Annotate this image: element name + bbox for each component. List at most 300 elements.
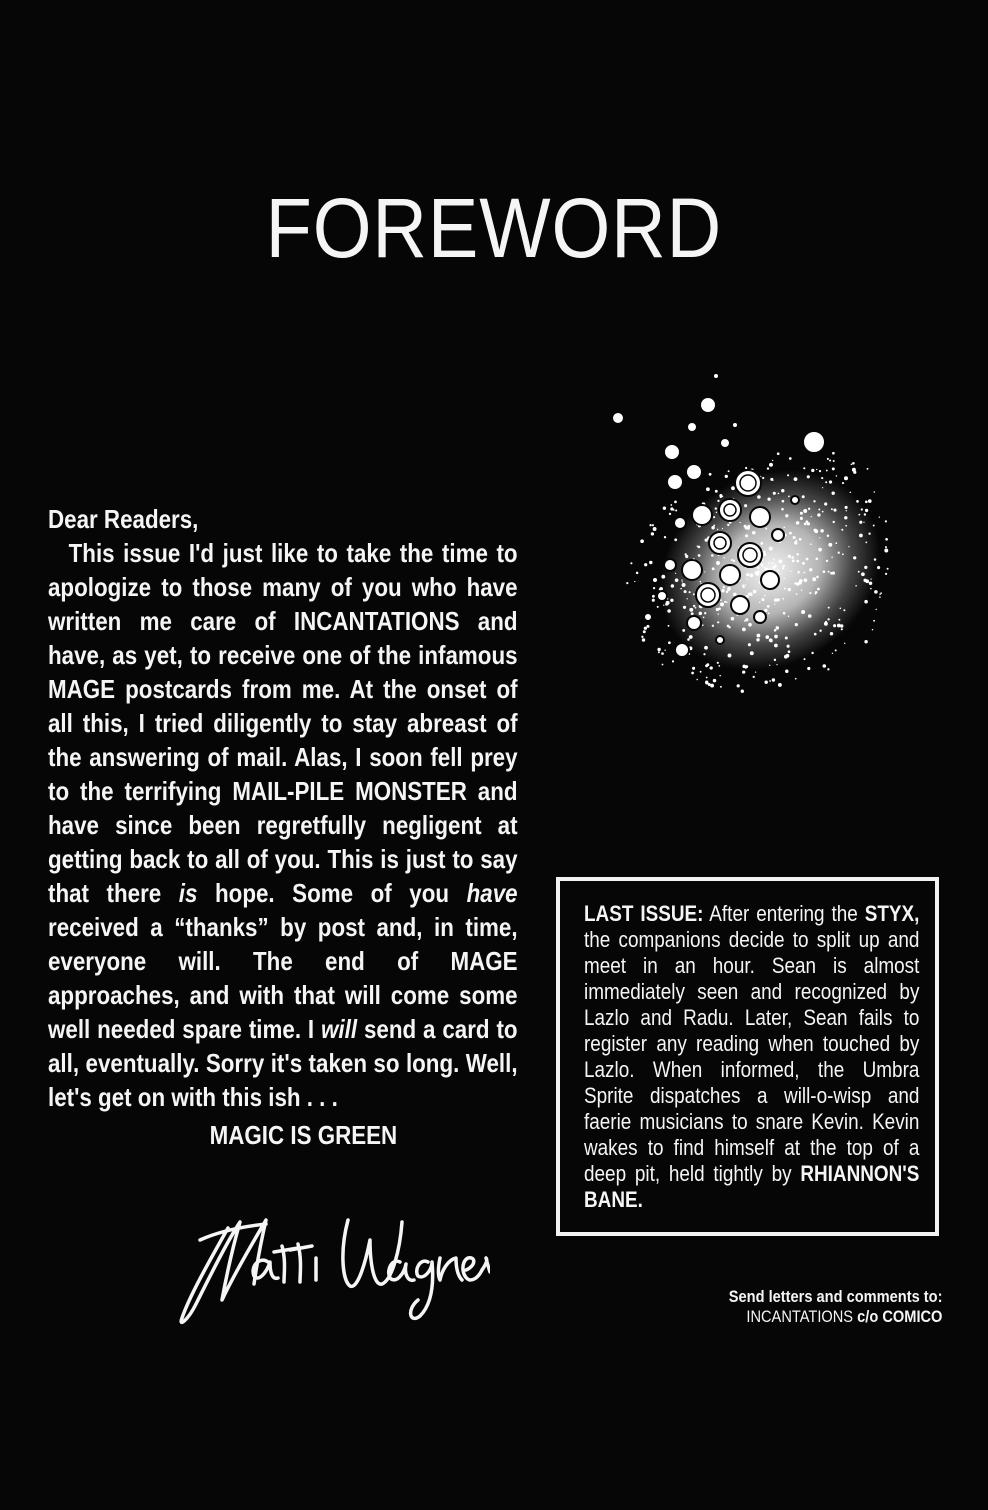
spray-speck [825, 481, 827, 483]
spray-speck [776, 626, 780, 630]
spray-speck [704, 612, 706, 614]
spray-speck [704, 571, 705, 572]
spray-speck [768, 612, 770, 614]
spray-speck [763, 566, 765, 568]
spray-speck [850, 491, 852, 493]
spray-speck [717, 500, 719, 502]
spray-speck [728, 470, 730, 472]
spray-speck [887, 568, 889, 570]
spray-speck [809, 592, 811, 594]
spray-speck [764, 595, 765, 596]
spray-speck [771, 640, 773, 642]
spray-speck [814, 529, 817, 532]
spray-speck [844, 516, 847, 519]
spray-speck [658, 651, 660, 653]
spray-speck [753, 590, 757, 594]
spray-speck [763, 551, 766, 554]
spray-speck [741, 690, 744, 693]
spray-speck [884, 549, 888, 553]
spray-speck [769, 463, 773, 467]
letter-body-text: This issue I'd just like to take the time to apologize to those many of you who have written me care of INCANTATIONS and have, as yet, to receive one of the infamous MAGE postcards from me. At the onset of all this, I tried diligently to stay abreast of the answering of mail. Alas, I soon fell prey to the terrifying MAIL-PILE MONSTER and have since been regretfully negligent at getting back to all of you. This is just to say that there [48, 538, 518, 908]
spray-speck [797, 571, 800, 574]
spray-speck [698, 554, 701, 557]
spray-speck [652, 599, 655, 602]
spray-speck [808, 614, 812, 618]
spray-speck [687, 638, 690, 641]
letter-closing: MAGIC IS GREEN [209, 1120, 398, 1150]
spray-speck [682, 581, 683, 582]
letter-emphasis: is [178, 878, 198, 908]
spray-speck [644, 563, 647, 566]
spray-speck [748, 592, 751, 595]
spray-speck [833, 624, 836, 627]
spray-speck [822, 487, 823, 488]
spray-speck [774, 635, 778, 639]
spray-speck [649, 524, 651, 526]
spray-speck [636, 572, 639, 575]
spray-speck [687, 598, 688, 599]
spray-speck [838, 619, 840, 621]
spray-speck [715, 507, 717, 509]
spray-speck [826, 560, 828, 562]
spray-speck [691, 612, 694, 615]
spray-speck [723, 557, 725, 559]
spray-speck [700, 671, 702, 673]
spray-speck [869, 581, 873, 585]
spray-speck [710, 666, 713, 669]
spray-speck [755, 571, 759, 575]
spray-speck [879, 596, 881, 598]
spray-speck [761, 598, 764, 601]
spray-speck [748, 623, 752, 627]
spray-speck [705, 680, 708, 683]
spray-speck [746, 573, 749, 576]
spray-speck [807, 667, 810, 670]
spray-speck [783, 612, 786, 615]
spray-speck [745, 584, 747, 586]
spray-speck [830, 572, 833, 575]
spray-speck [803, 509, 807, 513]
spray-speck [689, 608, 693, 612]
spray-speck [838, 552, 840, 554]
spray-speck [724, 601, 726, 603]
spray-speck [816, 469, 817, 470]
spray-speck [792, 560, 795, 563]
spray-speck [773, 566, 776, 569]
spray-speck [709, 473, 712, 476]
spray-speck [762, 477, 764, 479]
spray-speck [756, 638, 759, 641]
spray-speck [653, 527, 657, 531]
spray-speck [828, 571, 830, 573]
spray-speck [668, 641, 671, 644]
spray-speck [691, 672, 694, 675]
spray-speck [733, 560, 735, 562]
spray-speck [720, 599, 722, 601]
spray-speck [774, 604, 775, 605]
spray-speck [810, 543, 812, 545]
spray-speck [795, 540, 797, 542]
spray-speck [763, 553, 766, 556]
spray-speck [767, 498, 770, 501]
spray-speck [680, 588, 682, 590]
spray-speck [702, 624, 704, 626]
spray-speck [753, 676, 755, 678]
spray-speck [880, 592, 882, 594]
spray-speck [711, 554, 714, 557]
spray-speck [777, 569, 779, 571]
spray-speck [829, 480, 832, 483]
spray-speck [870, 588, 872, 590]
spray-speck [670, 599, 673, 602]
spray-speck [845, 525, 847, 527]
spray-speck [841, 529, 843, 531]
spray-speck [804, 578, 808, 582]
spray-speck [700, 581, 702, 583]
letter-body-text: received a “thanks” by post and, in time, everyone will. The end of MAGE approaches, and with that will come some well needed spare time. I [48, 912, 518, 1044]
spray-speck [823, 570, 826, 573]
spray-speck [746, 578, 747, 579]
spray-speck [695, 607, 697, 609]
spray-speck [773, 559, 775, 561]
spray-speck [657, 648, 660, 651]
spray-speck [865, 542, 867, 544]
spray-speck [706, 663, 709, 666]
spray-speck [699, 612, 703, 616]
spray-speck [789, 457, 792, 460]
spray-speck [784, 578, 785, 579]
spray-speck [794, 582, 796, 584]
spray-speck [642, 638, 645, 641]
spray-speck [855, 585, 857, 587]
spray-speck [852, 462, 855, 465]
spray-speck [829, 459, 831, 461]
spray-speck [801, 589, 803, 591]
spray-speck [693, 605, 695, 607]
spray-speck [767, 605, 770, 608]
spray-speck [652, 524, 654, 526]
spray-speck [682, 583, 686, 587]
spray-speck [663, 506, 666, 509]
spray-speck [864, 566, 867, 569]
spray-speck [777, 452, 780, 455]
letter-emphasis: will [321, 1014, 358, 1044]
spray-speck [717, 529, 718, 530]
spray-speck [800, 517, 803, 520]
spray-speck [657, 606, 659, 608]
spray-speck [803, 467, 805, 469]
spray-speck [781, 508, 784, 511]
spray-speck [799, 579, 803, 583]
spray-speck [836, 475, 838, 477]
spray-speck [818, 548, 822, 552]
spray-speck [667, 609, 671, 613]
spray-speck [885, 546, 887, 548]
spray-speck [715, 490, 718, 493]
spray-speck [827, 668, 829, 670]
spray-speck [811, 469, 814, 472]
spray-speck [706, 677, 708, 679]
spray-speck [775, 564, 776, 565]
spray-speck [772, 460, 773, 461]
spray-speck [646, 625, 649, 628]
spray-speck [750, 651, 754, 655]
spray-speck [718, 613, 719, 614]
spray-speck [872, 629, 873, 630]
spray-speck [828, 543, 832, 547]
spray-speck [833, 460, 835, 462]
spray-speck [731, 486, 735, 490]
spray-speck [851, 463, 853, 465]
spray-speck [720, 496, 722, 498]
spray-speck [716, 512, 717, 513]
spray-speck [794, 541, 797, 544]
spray-speck [785, 669, 789, 673]
spray-speck [752, 531, 756, 535]
spray-speck [742, 670, 745, 673]
spray-speck [717, 621, 719, 623]
send-letters-line: Send letters and comments to: [728, 1287, 942, 1306]
spray-speck [732, 559, 733, 560]
spray-speck [808, 508, 810, 510]
spray-speck [720, 602, 724, 606]
spray-speck [731, 617, 735, 621]
spray-speck [689, 591, 691, 593]
recap-body: the companions decide to split up and meet in an hour. Sean is almost immediately seen and recognized by Lazlo and Radu. Later, Sean fails to register any reading when touched by Lazlo. When informed, the Umbra Sprite dispatches a will-o-wisp and faerie musicians to snare Kevin. Kevin wakes to find himself at the top of a deep pit, held tightly by [584, 927, 920, 1186]
spray-speck [807, 522, 810, 525]
spray-speck [759, 602, 760, 603]
spray-speck [772, 480, 773, 481]
spray-speck [661, 575, 665, 579]
spray-speck [704, 646, 708, 650]
spray-speck [807, 475, 810, 478]
spray-speck [778, 683, 782, 687]
spray-speck [747, 527, 750, 530]
spray-speck [814, 633, 817, 636]
spray-speck [819, 630, 821, 632]
spray-speck [703, 653, 705, 655]
star-splatter-illustration [600, 365, 890, 695]
spray-speck [804, 523, 807, 526]
spray-speck [795, 623, 798, 626]
page-title: FOREWORD [265, 181, 723, 275]
spray-speck [757, 495, 761, 499]
spray-speck [865, 509, 868, 512]
spray-speck [728, 654, 732, 658]
recap-body: After entering the [703, 901, 865, 926]
spray-speck [826, 470, 828, 472]
spray-speck [842, 553, 844, 555]
spray-speck [779, 560, 783, 564]
spray-speck [790, 571, 791, 572]
spray-speck [693, 593, 695, 595]
spray-speck [827, 618, 829, 620]
spray-speck [740, 522, 741, 523]
spray-speck [774, 644, 778, 648]
spray-speck [630, 562, 632, 564]
spray-speck [876, 609, 877, 610]
spray-speck [817, 588, 820, 591]
recap-text [584, 901, 919, 1213]
spray-speck [832, 653, 833, 654]
letter-greeting: Dear Readers, [48, 504, 199, 534]
spray-speck [828, 607, 830, 609]
spray-speck [742, 665, 745, 668]
spray-speck [824, 502, 827, 505]
spray-speck [865, 579, 869, 583]
spray-speck [819, 537, 820, 538]
spray-speck [785, 514, 788, 517]
spray-speck [745, 618, 748, 621]
spray-speck [769, 665, 770, 666]
spray-speck [726, 601, 727, 602]
spray-speck [782, 500, 785, 503]
spray-speck [681, 579, 682, 580]
spray-speck [835, 542, 837, 544]
spray-speck [663, 605, 664, 606]
spray-speck [745, 534, 748, 537]
spray-speck [774, 629, 777, 632]
spray-speck [719, 675, 721, 677]
spray-speck [841, 628, 843, 630]
spray-speck [874, 590, 878, 594]
spray-speck [833, 509, 836, 512]
spray-speck [722, 528, 723, 529]
spray-speck [674, 538, 677, 541]
spray-speck [769, 680, 771, 682]
spray-speck [845, 506, 848, 509]
spray-speck [692, 667, 695, 670]
spray-speck [728, 626, 730, 628]
spray-speck [874, 491, 876, 493]
spray-speck [664, 536, 666, 538]
spray-speck [796, 593, 798, 595]
send-co: c/o [856, 1307, 878, 1326]
spray-speck [711, 526, 714, 529]
spray-speck [844, 476, 848, 480]
spray-speck [703, 617, 705, 619]
spray-speck [796, 521, 800, 525]
spray-speck [682, 629, 685, 632]
spray-speck [764, 680, 767, 683]
spray-speck [840, 608, 842, 610]
spray-speck [863, 522, 864, 523]
spray-speck [794, 477, 798, 481]
spray-speck [697, 545, 698, 546]
spray-speck [772, 678, 775, 681]
spray-speck [783, 565, 786, 568]
spray-speck [670, 507, 673, 510]
send-publisher: COMICO [881, 1307, 942, 1326]
spray-speck [785, 637, 788, 640]
send-letters-note [728, 1287, 942, 1327]
signature [170, 1200, 490, 1330]
spray-speck [764, 609, 767, 612]
spray-speck [712, 625, 714, 627]
spray-speck [817, 513, 820, 516]
recap-label: LAST ISSUE: [584, 901, 704, 926]
spray-speck [777, 598, 780, 601]
spray-speck [725, 475, 728, 478]
spray-speck [721, 589, 724, 592]
spray-speck [737, 684, 740, 687]
spray-speck [859, 534, 863, 538]
spray-speck [843, 609, 845, 611]
spray-speck [626, 582, 628, 584]
spray-speck [698, 546, 701, 549]
spray-speck [689, 635, 693, 639]
spray-speck [716, 608, 719, 611]
spray-speck [877, 566, 880, 569]
spray-speck [640, 539, 644, 543]
spray-speck [769, 547, 773, 551]
spray-speck [831, 508, 833, 510]
spray-speck [879, 517, 880, 518]
spray-speck [783, 527, 785, 529]
spray-speck [684, 590, 687, 593]
spray-speck [802, 562, 805, 565]
spray-speck [822, 511, 824, 513]
spray-speck [765, 635, 769, 639]
spray-speck [760, 542, 763, 545]
spray-speck [861, 572, 865, 576]
spray-speck [873, 620, 875, 622]
spray-speck [831, 557, 832, 558]
spray-speck [723, 586, 725, 588]
spray-speck [830, 632, 833, 635]
spray-speck [712, 567, 715, 570]
spray-speck [748, 643, 751, 646]
spray-speck [788, 616, 790, 618]
spray-speck [675, 578, 679, 582]
spray-speck [652, 595, 655, 598]
spray-speck [815, 557, 818, 560]
spray-speck [791, 556, 794, 559]
spray-speck [885, 573, 887, 575]
spray-speck [782, 598, 784, 600]
spray-speck [666, 601, 670, 605]
spray-speck [773, 492, 776, 495]
send-address-line [728, 1307, 942, 1327]
spray-speck [832, 452, 835, 455]
spray-speck [669, 513, 671, 515]
spray-speck [804, 658, 806, 660]
spray-speck [815, 591, 818, 594]
spray-speck [813, 500, 815, 502]
spray-speck [784, 588, 786, 590]
spray-speck [782, 567, 784, 569]
spray-speck [873, 525, 875, 527]
spray-speck [806, 558, 809, 561]
letter-body-text: hope. Some of you [197, 878, 467, 908]
spray-speck [844, 643, 845, 644]
spray-speck [713, 516, 715, 518]
spray-speck [821, 477, 823, 479]
spray-speck [745, 467, 747, 469]
spray-speck [659, 589, 661, 591]
spray-speck [671, 584, 674, 587]
spray-speck [867, 468, 869, 470]
spray-speck [653, 587, 655, 589]
spray-speck [768, 563, 770, 565]
spray-speck [674, 501, 677, 504]
spray-speck [727, 587, 731, 591]
spray-speck [713, 524, 715, 526]
last-issue-recap-box [556, 877, 939, 1236]
spray-speck [767, 467, 769, 469]
spray-speck [772, 562, 774, 564]
spray-speck [662, 664, 664, 666]
